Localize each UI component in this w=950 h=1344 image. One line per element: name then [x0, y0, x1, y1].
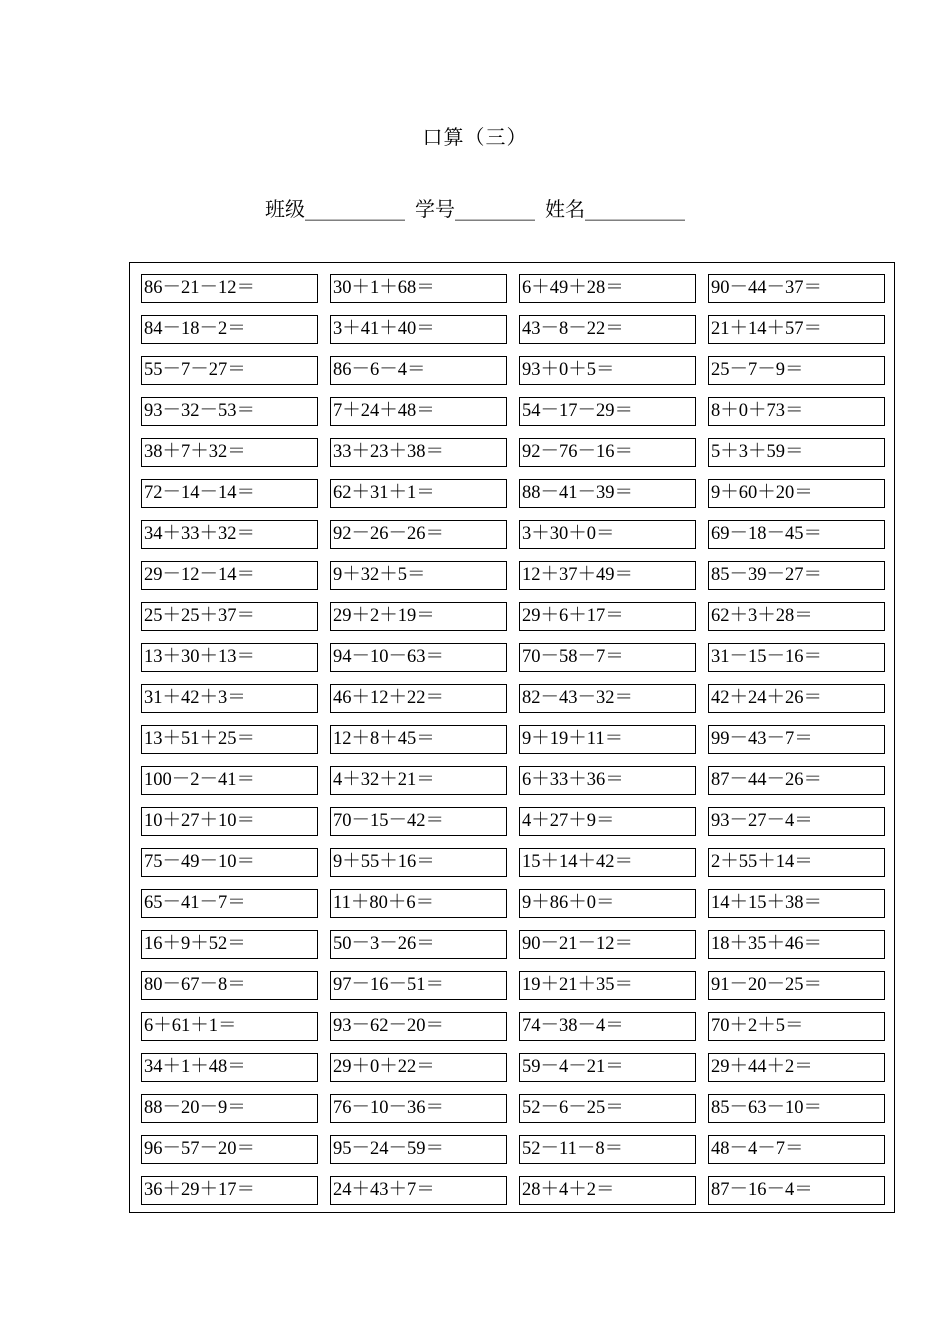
problem-cell: 87－16－4＝ — [708, 1176, 885, 1205]
problem-frame — [129, 262, 895, 1213]
problem-cell: 34＋33＋32＝ — [141, 520, 318, 549]
problem-cell: 9＋55＋16＝ — [330, 848, 507, 877]
problem-cell: 9＋19＋11＝ — [519, 725, 696, 754]
problem-cell: 69－18－45＝ — [708, 520, 885, 549]
student-number-field[interactable]: 学号________ — [415, 197, 535, 221]
problem-cell: 70－58－7＝ — [519, 643, 696, 672]
problem-grid — [141, 274, 885, 1205]
problem-cell: 34＋1＋48＝ — [141, 1053, 318, 1082]
problem-cell: 33＋23＋38＝ — [330, 438, 507, 467]
problem-cell: 30＋1＋68＝ — [330, 274, 507, 303]
problem-cell: 90－44－37＝ — [708, 274, 885, 303]
problem-cell: 93－32－53＝ — [141, 397, 318, 426]
problem-cell: 6＋33＋36＝ — [519, 766, 696, 795]
problem-cell: 12＋8＋45＝ — [330, 725, 507, 754]
problem-cell: 62＋3＋28＝ — [708, 602, 885, 631]
problem-cell: 29＋44＋2＝ — [708, 1053, 885, 1082]
problem-cell: 43－8－22＝ — [519, 315, 696, 344]
problem-cell: 13＋51＋25＝ — [141, 725, 318, 754]
class-field[interactable]: 班级__________ — [265, 197, 405, 221]
page-title: 口算（三） — [422, 125, 528, 149]
problem-cell: 99－43－7＝ — [708, 725, 885, 754]
problem-cell: 74－38－4＝ — [519, 1012, 696, 1041]
problem-cell: 38＋7＋32＝ — [141, 438, 318, 467]
problem-cell: 50－3－26＝ — [330, 930, 507, 959]
problem-cell: 90－21－12＝ — [519, 930, 696, 959]
problem-cell: 86－21－12＝ — [141, 274, 318, 303]
problem-cell: 14＋15＋38＝ — [708, 889, 885, 918]
problem-cell: 88－41－39＝ — [519, 479, 696, 508]
problem-cell: 19＋21＋35＝ — [519, 971, 696, 1000]
problem-cell: 94－10－63＝ — [330, 643, 507, 672]
problem-cell: 28＋4＋2＝ — [519, 1176, 696, 1205]
problem-cell: 25＋25＋37＝ — [141, 602, 318, 631]
problem-cell: 29－12－14＝ — [141, 561, 318, 590]
problem-cell: 76－10－36＝ — [330, 1094, 507, 1123]
problem-cell: 95－24－59＝ — [330, 1135, 507, 1164]
problem-cell: 91－20－25＝ — [708, 971, 885, 1000]
problem-cell: 12＋37＋49＝ — [519, 561, 696, 590]
problem-cell: 2＋55＋14＝ — [708, 848, 885, 877]
problem-cell: 48－4－7＝ — [708, 1135, 885, 1164]
problem-cell: 75－49－10＝ — [141, 848, 318, 877]
student-info-line — [0, 193, 950, 222]
problem-cell: 54－17－29＝ — [519, 397, 696, 426]
problem-cell: 29＋0＋22＝ — [330, 1053, 507, 1082]
problem-cell: 59－4－21＝ — [519, 1053, 696, 1082]
problem-cell: 65－41－7＝ — [141, 889, 318, 918]
problem-cell: 9＋86＋0＝ — [519, 889, 696, 918]
problem-cell: 3＋41＋40＝ — [330, 315, 507, 344]
problem-cell: 36＋29＋17＝ — [141, 1176, 318, 1205]
problem-cell: 31－15－16＝ — [708, 643, 885, 672]
problem-cell: 29＋2＋19＝ — [330, 602, 507, 631]
problem-cell: 18＋35＋46＝ — [708, 930, 885, 959]
problem-cell: 13＋30＋13＝ — [141, 643, 318, 672]
problem-cell: 6＋49＋28＝ — [519, 274, 696, 303]
name-field[interactable]: 姓名__________ — [545, 197, 685, 221]
problem-cell: 9＋32＋5＝ — [330, 561, 507, 590]
problem-cell: 8＋0＋73＝ — [708, 397, 885, 426]
problem-cell: 24＋43＋7＝ — [330, 1176, 507, 1205]
problem-cell: 52－11－8＝ — [519, 1135, 696, 1164]
problem-cell: 31＋42＋3＝ — [141, 684, 318, 713]
problem-cell: 87－44－26＝ — [708, 766, 885, 795]
problem-cell: 97－16－51＝ — [330, 971, 507, 1000]
problem-cell: 52－6－25＝ — [519, 1094, 696, 1123]
problem-cell: 3＋30＋0＝ — [519, 520, 696, 549]
problem-cell: 80－67－8＝ — [141, 971, 318, 1000]
problem-cell: 86－6－4＝ — [330, 356, 507, 385]
problem-cell: 21＋14＋57＝ — [708, 315, 885, 344]
problem-cell: 29＋6＋17＝ — [519, 602, 696, 631]
problem-cell: 9＋60＋20＝ — [708, 479, 885, 508]
problem-cell: 92－76－16＝ — [519, 438, 696, 467]
problem-cell: 16＋9＋52＝ — [141, 930, 318, 959]
problem-cell: 85－39－27＝ — [708, 561, 885, 590]
problem-cell: 92－26－26＝ — [330, 520, 507, 549]
problem-cell: 82－43－32＝ — [519, 684, 696, 713]
problem-cell: 72－14－14＝ — [141, 479, 318, 508]
problem-cell: 6＋61＋1＝ — [141, 1012, 318, 1041]
problem-cell: 5＋3＋59＝ — [708, 438, 885, 467]
problem-cell: 93＋0＋5＝ — [519, 356, 696, 385]
problem-cell: 55－7－27＝ — [141, 356, 318, 385]
problem-cell: 15＋14＋42＝ — [519, 848, 696, 877]
problem-cell: 10＋27＋10＝ — [141, 807, 318, 836]
problem-cell: 70＋2＋5＝ — [708, 1012, 885, 1041]
problem-cell: 4＋32＋21＝ — [330, 766, 507, 795]
problem-cell: 46＋12＋22＝ — [330, 684, 507, 713]
problem-cell: 11＋80＋6＝ — [330, 889, 507, 918]
problem-cell: 62＋31＋1＝ — [330, 479, 507, 508]
problem-cell: 25－7－9＝ — [708, 356, 885, 385]
problem-cell: 42＋24＋26＝ — [708, 684, 885, 713]
problem-cell: 93－27－4＝ — [708, 807, 885, 836]
problem-cell: 85－63－10＝ — [708, 1094, 885, 1123]
problem-cell: 100－2－41＝ — [141, 766, 318, 795]
problem-cell: 7＋24＋48＝ — [330, 397, 507, 426]
problem-cell: 84－18－2＝ — [141, 315, 318, 344]
problem-cell: 93－62－20＝ — [330, 1012, 507, 1041]
problem-cell: 4＋27＋9＝ — [519, 807, 696, 836]
problem-cell: 70－15－42＝ — [330, 807, 507, 836]
problem-cell: 88－20－9＝ — [141, 1094, 318, 1123]
problem-cell: 96－57－20＝ — [141, 1135, 318, 1164]
